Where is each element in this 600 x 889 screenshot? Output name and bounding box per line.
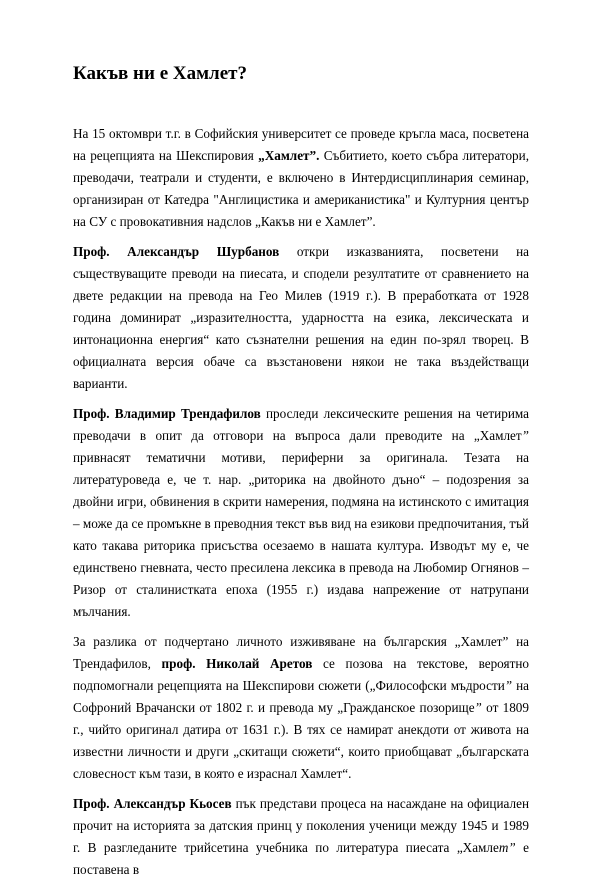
bold-title-hamlet: „Хамлет”. [258,148,320,163]
paragraph-text: привнасят тематични мотиви, периферни за оригинала. Тезата на литературоведа е, че т. нар. „риторика на двойното дъно“ – подозрения за двойни игри, обвинения в скрити намерения, подмяна на истинското с имитация – може да се промъкне в преводния текст във вид на езикови предпочитания, тъй като такава риторика присъства осезаемо в нашата култура. Изводът му е, че единствено гневната, често пресилена лексика в превода на Любомир Огнянов – Ризор от сталинистката епоха (1955 г.) издава напрежение от натрупани мълчания. [73,450,529,619]
paragraph-shurbanov [73,241,529,395]
paragraph-text: проследи лексическите решения на четирима преводачи в опит да отговори на въпроса дали преводите на „Хамлет [73,406,529,443]
speaker-name: проф. Николай Аретов [161,656,313,671]
italic-quote-mark: ” [508,840,516,855]
speaker-name: Проф. Владимир Трендафилов [73,406,261,421]
paragraph-text: пък представи процеса на насаждане на официален прочит на историята за датския принц у поколения ученици между 1945 и 1989 г. В разгледаните трийсетина учебника по литература пиесата „Хамле [73,796,530,855]
speaker-name: Проф. Александър Шурбанов [73,244,280,259]
paragraph-trendafilov [73,403,529,623]
article-body [73,123,529,889]
paragraph-intro [73,123,529,233]
paragraph-text: За разлика от подчертано личното изживяване на българския „Хамлет” на Трендафилов, [73,634,529,671]
paragraph-text: На 15 октомври т.г. в Софийския университет се проведе кръгла маса, посветена на рецепцията на Шекспировия [73,126,529,163]
paragraph-text: на Софроний Врачански от 1802 г. и превода му „Гражданское позорище [73,678,529,715]
speaker-name: Проф. Александър Кьосев [73,796,232,811]
paragraph-text: Събитието, което събра литератори, преводачи, театрали и студенти, е включено в Интердисциплинария семинар, организиран от Катедра "Англицистика и американистика" и Културния център на СУ с провокативния надслов „Какъв ни е Хамлет”. [73,148,529,229]
paragraph-aretov [73,631,529,785]
page-title: Какъв ни е Хамлет? [73,63,247,84]
paragraph-text: се позова на текстове, вероятно подпомогнали рецепцията на Шекспирови сюжети („Философски мъдрости [73,656,530,693]
paragraph-text: откри изказванията, посветени на съществуващите преводи на пиесата, и сподели резултатите от сравнението на двете редакции на превода на Гео Милев (1919 г.). В преработката от 1928 година доминират „изразителността, ударността на езика, лексическата и интонационна енергия“ като съзнателни решения на един по-зрял творец. В официалната версия обаче са възстановени някои не така въздействащи варианти. [73,244,529,391]
italic-quote-mark: ” [521,428,529,443]
paragraph-text: е поставена в [73,840,529,877]
italic-quote-mark: ” [504,678,513,693]
paragraph-kyosev [73,793,529,881]
italic-letter: т [498,840,509,855]
paragraph-text: от 1809 г., чийто оригинал датира от 1631 г.). В тях се намират анекдоти от живота на известни личности и други „скитащи сюжети“, които приобщават „българската словесност към тази, в която е израснал Хамлет“. [73,700,529,781]
italic-quote-mark: ” [474,700,482,715]
